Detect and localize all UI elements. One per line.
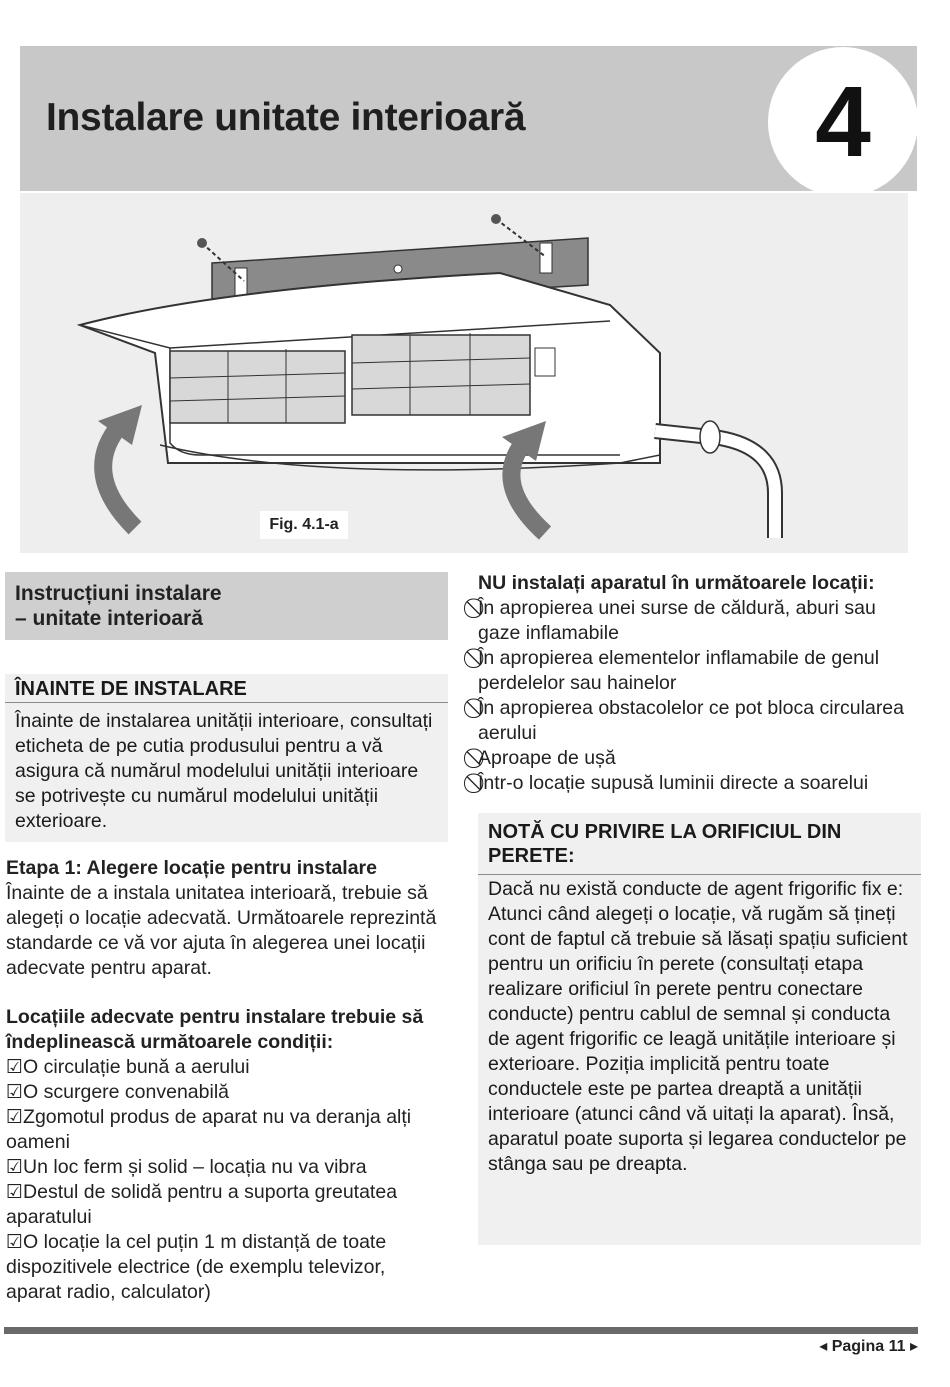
list-item: ☑Zgomotul produs de aparat nu va deranja alți oameni — [6, 1106, 412, 1153]
wall-hole-note-box — [478, 813, 921, 1245]
before-install-text: Înainte de instalarea unității interioare, consultați eticheta de pe cutia produsului pentru a vă asigura că numărul modelului unității interioare se potrivește cu numărul modelului unității exterioare. — [15, 710, 433, 832]
list-item: În apropierea elementelor inflamabile de genul perdelelor sau hainelor — [478, 647, 880, 694]
page-label: Pagina 11 — [831, 1338, 906, 1355]
chapter-number-badge: 4 — [768, 47, 917, 191]
section-heading — [5, 572, 448, 640]
section-title-line2: – unitate interioară — [15, 607, 203, 630]
page-title: Instalare unitate interioară — [46, 96, 526, 139]
chapter-header — [20, 46, 917, 191]
do-not-heading: NU instalați aparatul în următoarele locații: — [478, 572, 875, 594]
list-item: ☑O locație la cel puțin 1 m distanță de toate dispozitivele electrice (de exemplu televizor, aparat radio, calculator) — [6, 1231, 387, 1303]
list-item: ☑O circulație bună a aerului — [6, 1056, 250, 1078]
list-item: ☑Destul de solidă pentru a suporta greutatea aparatului — [6, 1181, 398, 1228]
before-install-heading: ÎNAINTE DE INSTALARE — [5, 674, 448, 703]
note-heading: NOTĂ CU PRIVIRE LA ORIFICIUL DIN PERETE: — [478, 813, 921, 875]
list-item: Într-o locație supusă luminii directe a soarelui — [478, 772, 869, 794]
footer-rule — [4, 1327, 918, 1334]
checkbox-icon: ☑ — [6, 1107, 24, 1128]
note-paragraph: Atunci când alegeți o locație, vă rugăm să țineți cont de faptul că trebuie să lăsați spațiu suficient pentru un orificiu în perete (consultați etapa realizare orificiul în perete pentru conectare conducte) pentru cablul de semnal și conducta de agent frigorific ce leagă unitățile interioare și exterioare. Poziția implicită pentru toate conductele este pe partea dreaptă a unității interioare (atunci când vă uitați la aparat). Însă, aparatul poate suporta și legarea conductelor pe stânga sau pe dreapta. — [488, 903, 908, 1175]
note-paragraph: Dacă nu există conducte de agent frigorific fix e: — [488, 878, 904, 900]
step1-block — [6, 856, 446, 981]
checkbox-icon: ☑ — [6, 1232, 24, 1253]
list-item: ☑O scurgere convenabilă — [6, 1081, 229, 1103]
list-item: În apropierea unei surse de căldură, aburi sau gaze inflamabile — [478, 597, 876, 644]
step1-text: Înainte de a instala unitatea interioară, trebuie să alegeți o locație adecvată. Următoarele reprezintă standarde ce vă vor ajuta în alegerea unei locații adecvate pentru aparat. — [6, 882, 437, 979]
checkbox-icon: ☑ — [6, 1157, 24, 1178]
conditions-heading: Locațiile adecvate pentru instalare trebuie să îndeplinească următoarele condiții: — [6, 1006, 424, 1053]
triangle-right-icon: ▸ — [909, 1338, 918, 1355]
list-item: În apropierea obstacolelor ce pot bloca circularea aerului — [478, 697, 905, 744]
before-install-box — [5, 674, 448, 842]
conditions-block — [6, 1005, 446, 1305]
figure-indoor-unit — [20, 193, 908, 553]
page-number — [819, 1336, 918, 1356]
indoor-unit-illustration — [20, 193, 908, 553]
checkbox-icon: ☑ — [6, 1057, 24, 1078]
figure-caption: Fig. 4.1-a — [260, 511, 348, 539]
do-not-install-block — [478, 571, 923, 796]
checkbox-icon: ☑ — [6, 1082, 24, 1103]
triangle-left-icon: ◂ — [819, 1338, 828, 1355]
list-item: ☑Un loc ferm și solid – locația nu va vibra — [6, 1156, 367, 1178]
list-item: Aproape de ușă — [478, 747, 616, 769]
section-title-line1: Instrucțiuni instalare — [15, 582, 222, 605]
step1-heading: Etapa 1: Alegere locație pentru instalare — [6, 857, 377, 879]
checkbox-icon: ☑ — [6, 1182, 24, 1203]
